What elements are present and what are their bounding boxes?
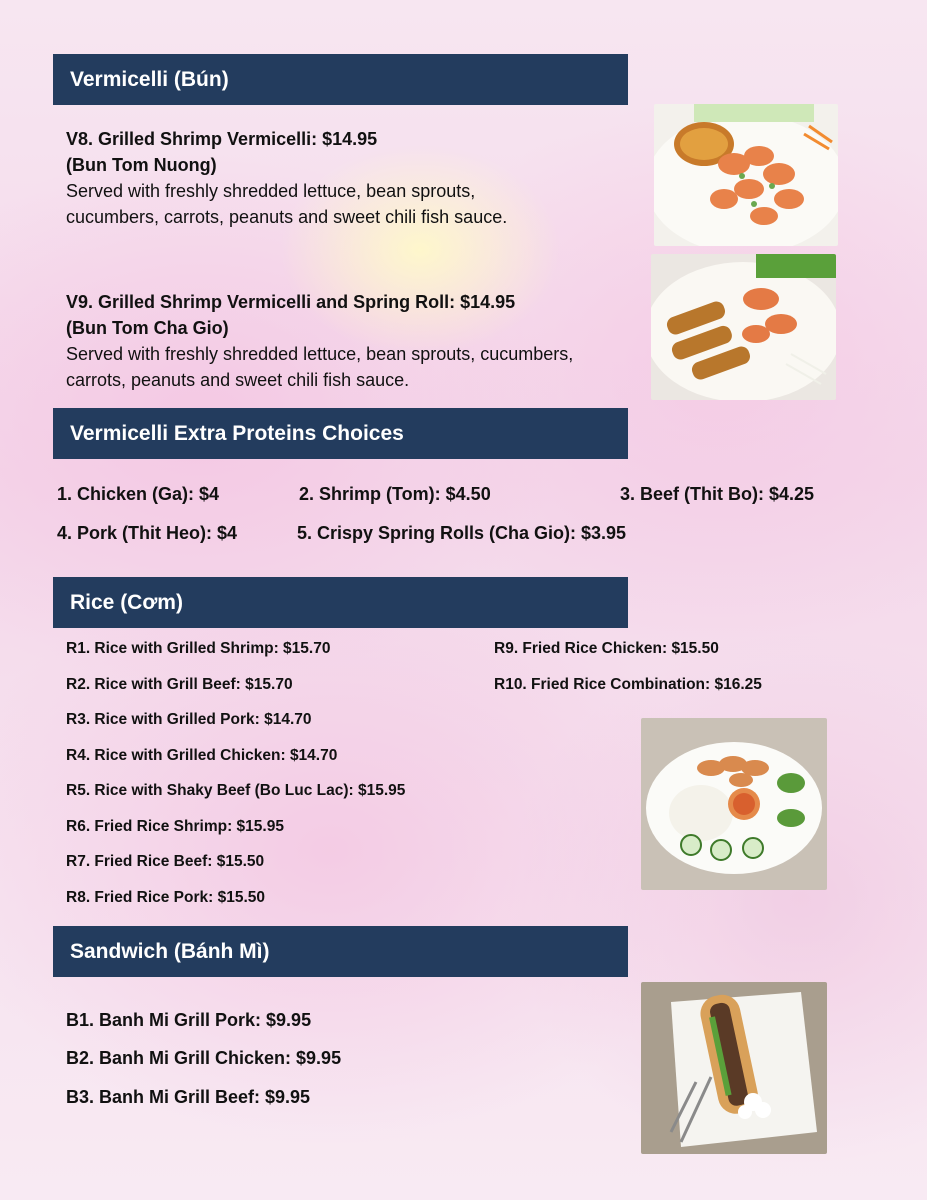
menu-item-v9 (66, 289, 606, 393)
rice-item: R7. Fried Rice Beef: $15.50 (66, 853, 265, 870)
protein-item: 5. Crispy Spring Rolls (Cha Gio): $3.95 (297, 523, 627, 543)
protein-item: 3. Beef (Thit Bo): $4.25 (620, 484, 815, 504)
rice-item: R4. Rice with Grilled Chicken: $14.70 (66, 747, 338, 764)
proteins-title: Vermicelli Extra Proteins Choices (70, 421, 404, 445)
rice-item: R6. Fried Rice Shrimp: $15.95 (66, 818, 284, 835)
protein-item: 1. Chicken (Ga): $4 (57, 484, 220, 504)
item-subtitle: (Bun Tom Cha Gio) (66, 318, 229, 338)
sandwich-header (53, 926, 628, 977)
rice-item: R8. Fried Rice Pork: $15.50 (66, 889, 266, 906)
protein-item: 4. Pork (Thit Heo): $4 (57, 523, 238, 543)
rice-header (53, 577, 628, 628)
sandwich-item: B1. Banh Mi Grill Pork: $9.95 (66, 1010, 312, 1030)
proteins-header (53, 408, 628, 459)
rice-item: R1. Rice with Grilled Shrimp: $15.70 (66, 640, 331, 657)
vermicelli-title: Vermicelli (Bún) (70, 67, 229, 91)
banh-mi-photo (641, 982, 827, 1154)
rice-item: R5. Rice with Shaky Beef (Bo Luc Lac): $15.95 (66, 782, 406, 799)
rice-item: R10. Fried Rice Combination: $16.25 (494, 676, 762, 693)
rice-plate-photo (641, 718, 827, 890)
item-title: V8. Grilled Shrimp Vermicelli: $14.95 (66, 129, 378, 149)
item-title: V9. Grilled Shrimp Vermicelli and Spring Roll: $14.95 (66, 292, 516, 312)
item-description: Served with freshly shredded lettuce, bean sprouts, cucumbers, carrots, peanuts and sweet chili fish sauce. (66, 181, 508, 227)
sandwich-title: Sandwich (Bánh Mì) (70, 939, 270, 963)
shrimp-vermicelli-photo (654, 104, 838, 246)
menu-item-v8 (66, 126, 536, 230)
rice-item: R9. Fried Rice Chicken: $15.50 (494, 640, 719, 657)
spring-roll-vermicelli-photo (651, 254, 836, 400)
rice-item: R3. Rice with Grilled Pork: $14.70 (66, 711, 312, 728)
protein-item: 2. Shrimp (Tom): $4.50 (299, 484, 491, 504)
item-description: Served with freshly shredded lettuce, bean sprouts, cucumbers, carrots, peanuts and sweet chili fish sauce. (66, 344, 574, 390)
sandwich-item: B3. Banh Mi Grill Beef: $9.95 (66, 1087, 311, 1107)
rice-title: Rice (Cơm) (70, 590, 183, 614)
item-subtitle: (Bun Tom Nuong) (66, 155, 217, 175)
rice-item: R2. Rice with Grill Beef: $15.70 (66, 676, 293, 693)
sandwich-item: B2. Banh Mi Grill Chicken: $9.95 (66, 1048, 342, 1068)
vermicelli-header (53, 54, 628, 105)
